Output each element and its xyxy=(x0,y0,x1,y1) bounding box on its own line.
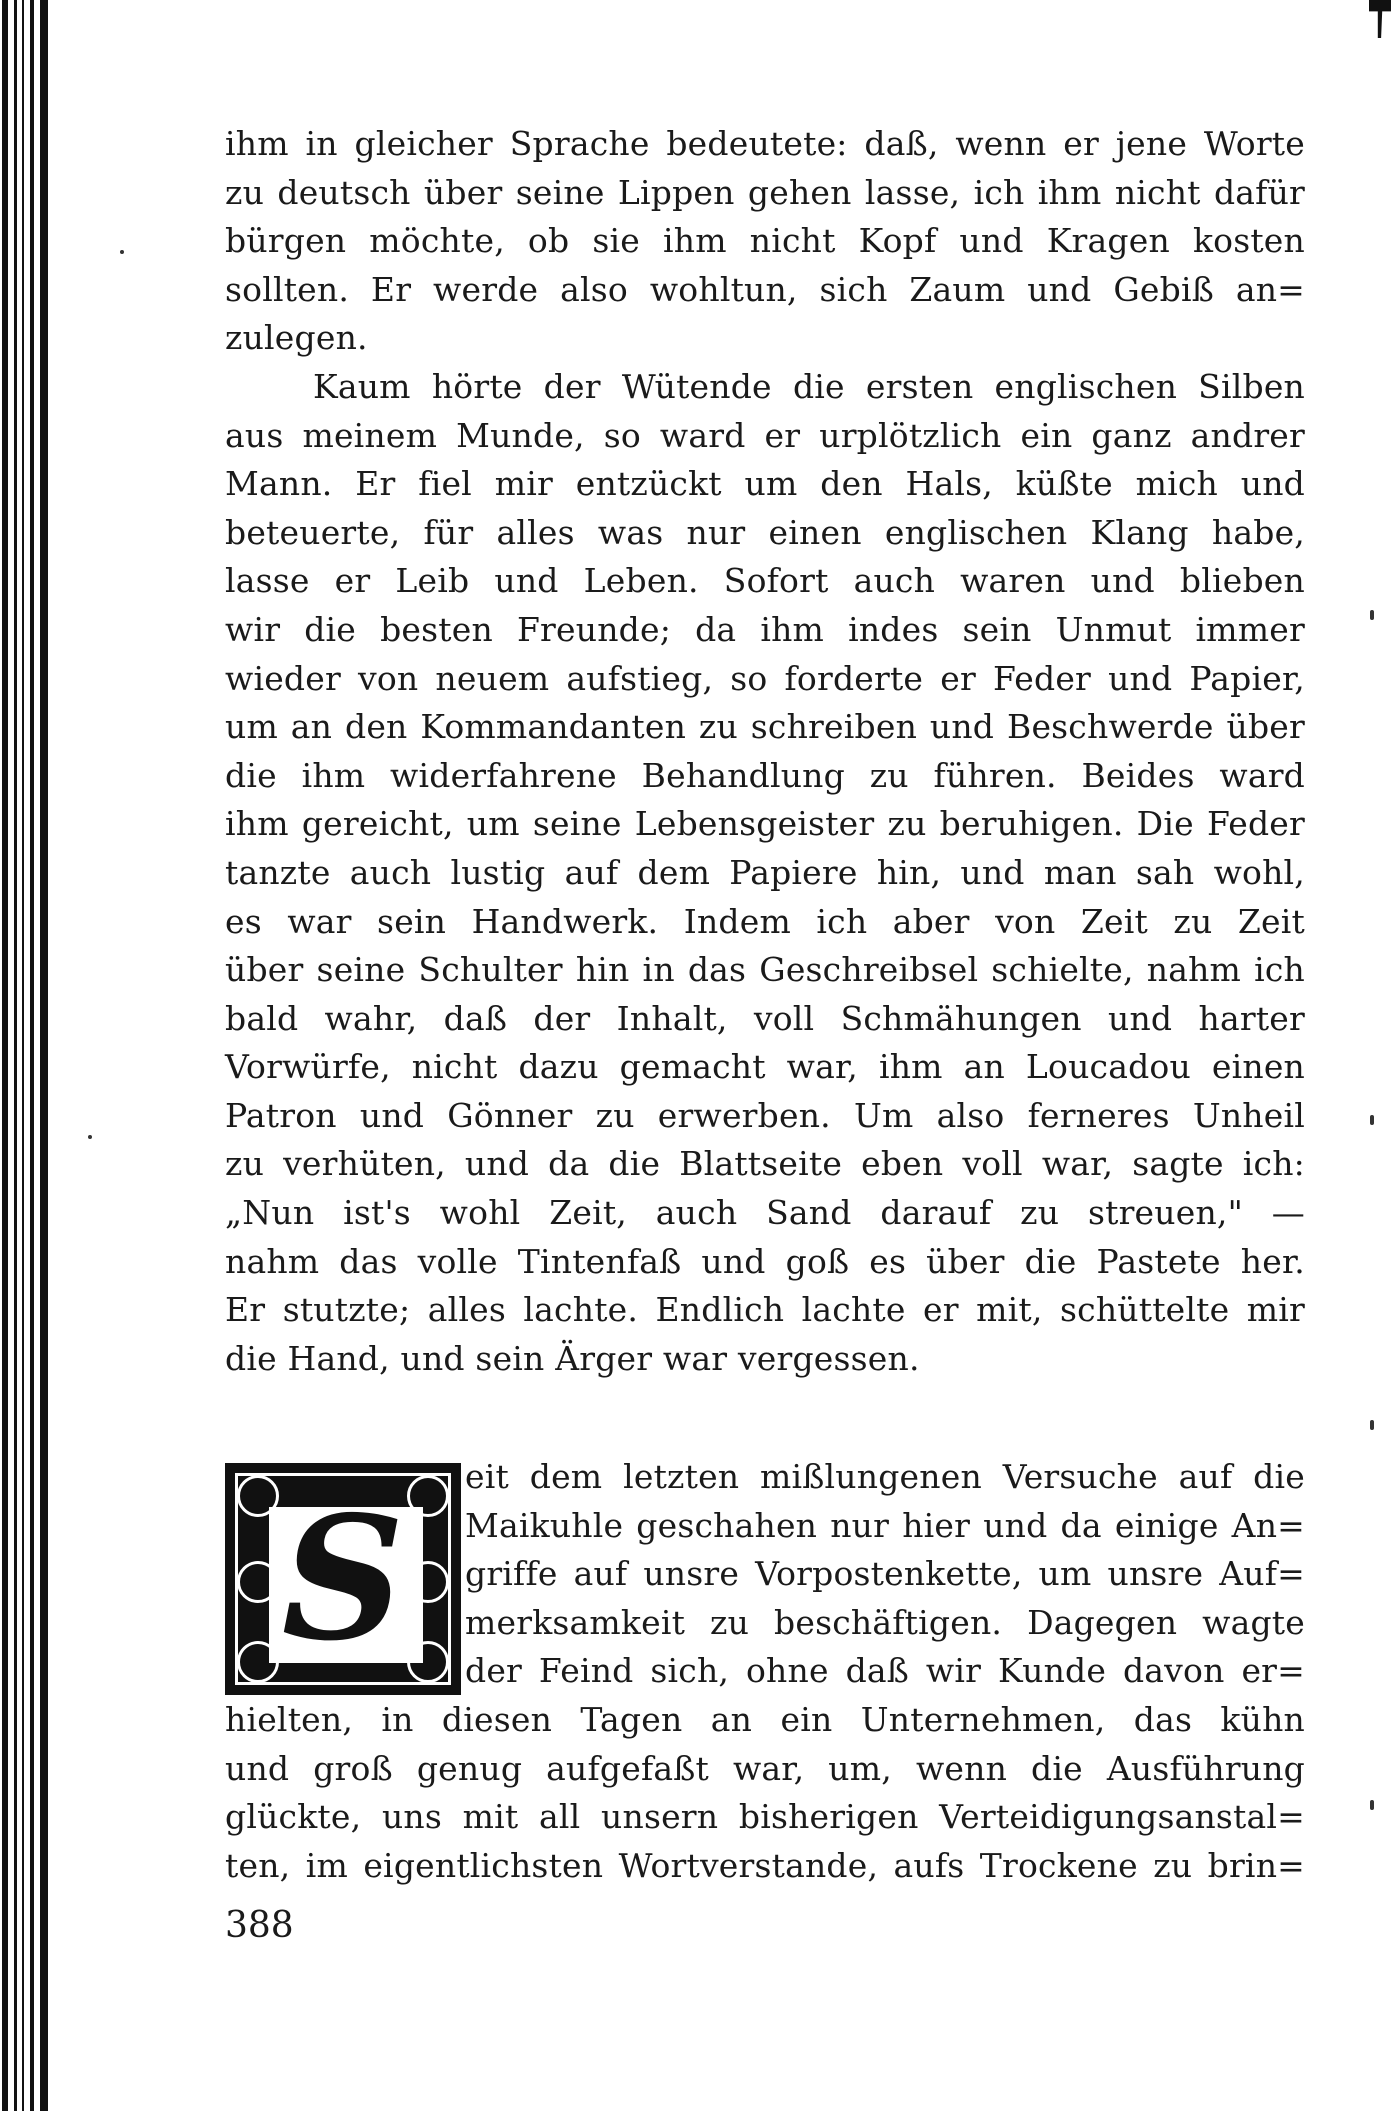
text-line: wir die besten Freunde; da ihm indes sein Unmut immer xyxy=(225,609,1305,649)
corner-mark xyxy=(1369,0,1391,38)
text-line: zu verhüten, und da die Blattseite eben voll war, sagte ich: xyxy=(225,1144,1305,1184)
decorated-initial xyxy=(225,1463,461,1695)
text-line: ihm in gleicher Sprache bedeutete: daß, wenn er jene Worte xyxy=(225,124,1305,163)
text-line: um an den Kommandanten zu schreiben und Beschwerde über xyxy=(225,707,1305,747)
text-line: bürgen möchte, ob sie ihm nicht Kopf und Kragen kosten xyxy=(225,221,1305,261)
text-line: wieder von neuem aufstieg, so forderte er Feder und Papier, xyxy=(225,658,1305,698)
text-line: Vorwürfe, nicht dazu gemacht war, ihm an Loucadou einen xyxy=(225,1047,1305,1087)
text-line: hielten, in diesen Tagen an ein Unternehmen, das kühn xyxy=(225,1699,1305,1739)
text-line: Er stutzte; alles lachte. Endlich lachte er mit, schüttelte mir xyxy=(225,1290,1305,1330)
text-line: griffe auf unsre Vorpostenkette, um unsre Auf= xyxy=(465,1554,1305,1594)
text-line: Maikuhle geschahen nur hier und da einige An= xyxy=(465,1505,1305,1545)
paragraph-with-drop-cap xyxy=(225,1453,1305,1890)
text-line: ihm gereicht, um seine Lebensgeister zu beruhigen. Die Feder xyxy=(225,804,1305,844)
text-line: „Nun ist's wohl Zeit, auch Sand darauf zu streuen," — xyxy=(225,1193,1305,1233)
drop-cap-letter: S xyxy=(281,1479,405,1679)
text-line: es war sein Handwerk. Indem ich aber von Zeit zu Zeit xyxy=(225,901,1305,941)
text-line: sollten. Er werde also wohltun, sich Zaum und Gebiß an= xyxy=(225,269,1305,309)
margin-speck xyxy=(1370,1420,1374,1430)
text-column xyxy=(225,120,1305,1383)
text-line: lasse er Leib und Leben. Sofort auch waren und blieben xyxy=(225,561,1305,601)
text-line: glückte, uns mit all unsern bisherigen Verteidigungsanstal= xyxy=(225,1797,1305,1837)
page-number: 388 xyxy=(225,1905,294,1946)
paragraph xyxy=(225,363,1305,1383)
margin-speck xyxy=(1370,1800,1374,1810)
text-line: beteuerte, für alles was nur einen englischen Klang habe, xyxy=(225,512,1305,552)
text-line: Patron und Gönner zu erwerben. Um also ferneres Unheil xyxy=(225,1095,1305,1135)
book-spine-edge xyxy=(0,0,50,2111)
text-line: Kaum hörte der Wütende die ersten englischen Silben xyxy=(313,366,1305,406)
text-line: merksamkeit zu beschäftigen. Dagegen wagte xyxy=(465,1602,1305,1642)
margin-speck xyxy=(1370,1115,1374,1125)
text-line: und groß genug aufgefaßt war, um, wenn die Ausführung xyxy=(225,1748,1305,1788)
text-line: zulegen. xyxy=(225,318,368,358)
paragraph xyxy=(225,120,1305,363)
text-line: Mann. Er fiel mir entzückt um den Hals, küßte mich und xyxy=(225,464,1305,504)
text-line: eit dem letzten mißlungenen Versuche auf die xyxy=(465,1457,1305,1496)
text-line: bald wahr, daß der Inhalt, voll Schmähungen und harter xyxy=(225,998,1305,1038)
text-line: die Hand, und sein Ärger war vergessen. xyxy=(225,1338,920,1378)
text-line: der Feind sich, ohne daß wir Kunde davon er= xyxy=(465,1651,1305,1691)
text-line: ten, im eigentlichsten Wortverstande, aufs Trockene zu brin= xyxy=(225,1845,1305,1885)
text-line: aus meinem Munde, so ward er urplötzlich ein ganz andrer xyxy=(225,415,1305,455)
text-line: zu deutsch über seine Lippen gehen lasse, ich ihm nicht dafür xyxy=(225,172,1305,212)
text-line: über seine Schulter hin in das Geschreibsel schielte, nahm ich xyxy=(225,950,1305,990)
text-line: nahm das volle Tintenfaß und goß es über die Pastete her. xyxy=(225,1241,1305,1281)
text-line: die ihm widerfahrene Behandlung zu führen. Beides ward xyxy=(225,755,1305,795)
text-line: tanzte auch lustig auf dem Papiere hin, und man sah wohl, xyxy=(225,852,1305,892)
margin-speck xyxy=(88,1135,92,1139)
margin-speck xyxy=(1370,610,1374,620)
margin-speck xyxy=(120,250,124,254)
